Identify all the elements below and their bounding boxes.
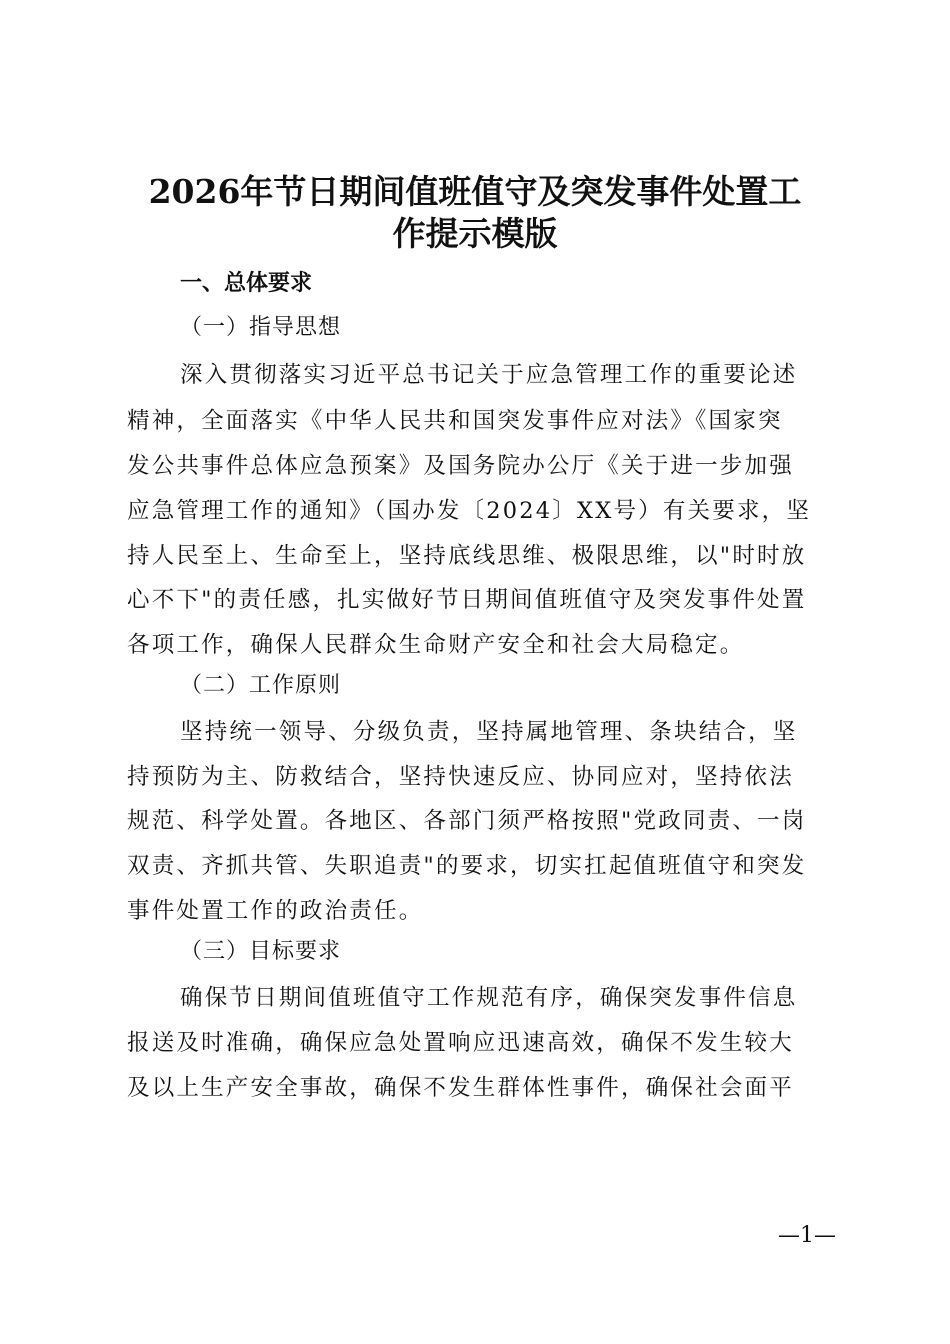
section-heading-overall-requirements: 一、总体要求 [180,271,313,296]
paragraph-line: 事件处置工作的政治责任。 [127,898,424,924]
paragraph-line: 确保节日期间值班值守工作规范有序，确保突发事件信息 [180,985,798,1011]
paragraph-line: 双责、齐抓共管、失职追责"的要求，切实扛起值班值守和突发 [127,853,807,879]
paragraph-line: 持人民至上、生命至上，坚持底线思维、极限思维，以"时时放 [127,543,807,569]
paragraph-line: 各项工作，确保人民群众生命财产安全和社会大局稳定。 [127,632,745,658]
page-number: —1— [778,1223,836,1248]
document-title-line-1: 2026年节日期间值班值守及突发事件处置工 [148,172,802,211]
paragraph-line: 规范、科学处置。各地区、各部门须严格按照"党政同责、一岗 [127,808,807,834]
subsection-heading-guiding-ideology: （一）指导思想 [180,315,342,340]
paragraph-line: 及以上生产安全事故，确保不发生群体性事件，确保社会面平 [127,1075,794,1101]
paragraph-line: 坚持统一领导、分级负责，坚持属地管理、条块结合，坚 [180,719,798,745]
paragraph-line: 深入贯彻落实习近平总书记关于应急管理工作的重要论述 [180,362,798,388]
paragraph-line: 发公共事件总体应急预案》及国务院办公厅《关于进一步加强 [127,453,794,479]
paragraph-line: 心不下"的责任感，扎实做好节日期间值班值守及突发事件处置 [127,587,807,613]
document-title-line-2: 作提示模版 [392,214,558,253]
paragraph-line: 报送及时准确，确保应急处置响应迅速高效，确保不发生较大 [127,1030,794,1056]
paragraph-line: 精神，全面落实《中华人民共和国突发事件应对法》《国家突 [127,408,783,434]
paragraph-line: 持预防为主、防救结合，坚持快速反应、协同应对，坚持依法 [127,764,794,790]
subsection-heading-working-principles: （二）工作原则 [180,673,342,698]
subsection-heading-goals: （三）目标要求 [180,939,342,964]
paragraph-line: 应急管理工作的通知》（国办发〔2024〕XX号）有关要求，坚 [127,498,812,524]
